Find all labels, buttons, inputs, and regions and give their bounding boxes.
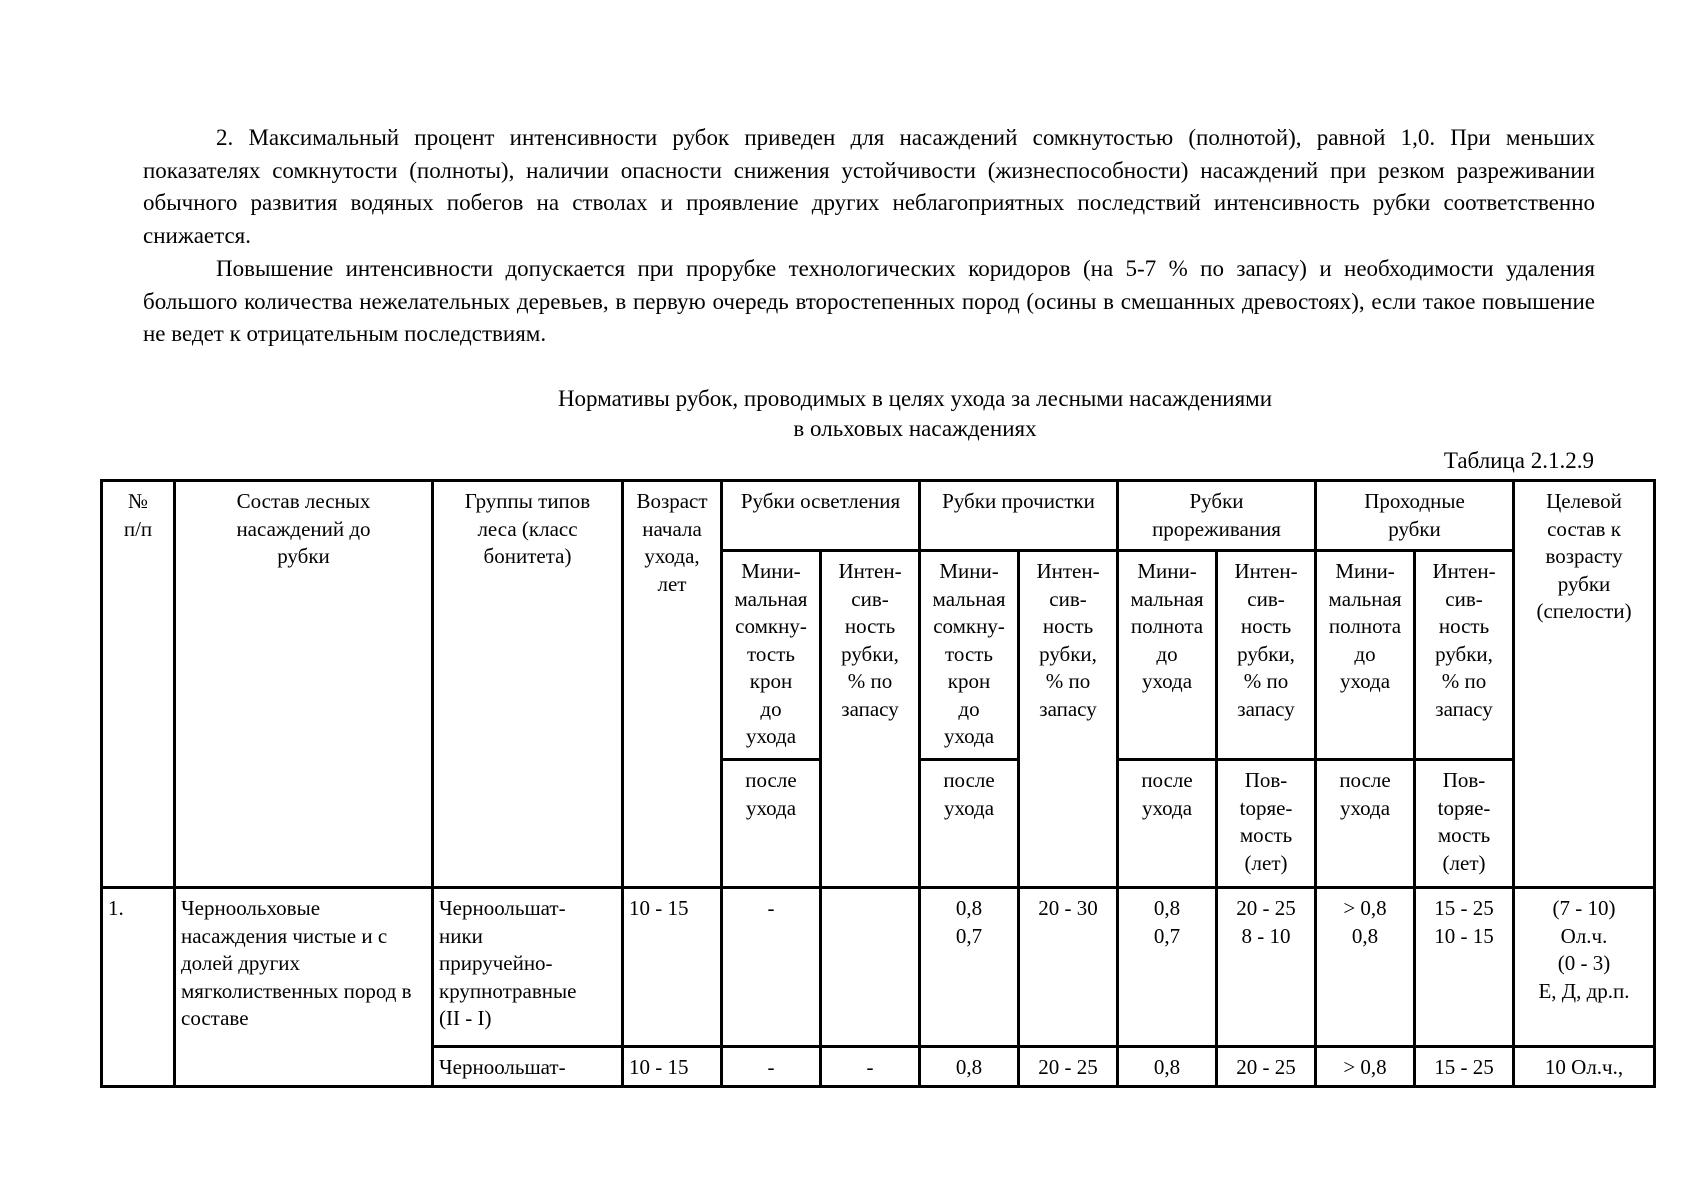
header-passing-after: после ухода bbox=[1316, 760, 1415, 888]
header-clearing-min-canopy: Мини- мальная сомкну- тость крон до ухода bbox=[722, 551, 821, 760]
norms-table bbox=[100, 479, 1656, 1088]
header-num: № п/п bbox=[102, 481, 175, 888]
row-clean-intensity: 20 - 30 bbox=[1019, 888, 1118, 1047]
header-clearing: Рубки осветления bbox=[722, 481, 920, 551]
header-thinning-after: после ухода bbox=[1118, 760, 1217, 888]
row-pass-values: 15 - 25 bbox=[1415, 1047, 1514, 1087]
header-thinning-repeat: Пов- tоряе- мость (лет) bbox=[1217, 760, 1316, 888]
row-clean-canopy: 0,8 bbox=[920, 1047, 1019, 1087]
table-title-line-1: Нормативы рубок, проводимых в целях ухода за лесными насаждениями bbox=[557, 386, 1273, 411]
header-cleaning: Рубки прочистки bbox=[920, 481, 1118, 551]
row-thin-values: 20 - 25 bbox=[1217, 1047, 1316, 1087]
row-target: 10 Ол.ч., bbox=[1514, 1047, 1655, 1087]
row-clean-canopy: 0,8 0,7 bbox=[920, 888, 1019, 1047]
header-thinning: Рубки прореживания bbox=[1118, 481, 1316, 551]
header-forest-groups: Группы типов леса (класс бонитета) bbox=[433, 481, 623, 888]
header-passing-intensity: Интен- сив- ность рубки, % по запасу bbox=[1415, 551, 1514, 760]
row-clear-canopy: - bbox=[722, 888, 821, 1047]
row-composition: Черноольховые насаждения чистые и с долей других мягколиственных пород в составе bbox=[175, 888, 433, 1087]
header-row-1 bbox=[102, 481, 1655, 551]
table-title-line-2: в ольховых насаждениях bbox=[793, 416, 1037, 441]
row-clear-intensity: - bbox=[821, 1047, 920, 1087]
header-composition: Состав лесных насаждений до рубки bbox=[175, 481, 433, 888]
row-thin-density: 0,8 bbox=[1118, 1047, 1217, 1087]
header-clearing-after: после ухода bbox=[722, 760, 821, 888]
header-cleaning-intensity: Интен- сив- ность рубки, % по запасу bbox=[1019, 551, 1118, 888]
header-thinning-min-density: Мини- мальная полнота до ухода bbox=[1118, 551, 1217, 760]
header-clearing-intensity: Интен- сив- ность рубки, % по запасу bbox=[821, 551, 920, 888]
row-group: Черноольшат- ники приручейно- крупнотравные (II - I) bbox=[433, 888, 623, 1047]
row-group: Черноольшат- bbox=[433, 1047, 623, 1087]
row-pass-density: > 0,8 0,8 bbox=[1316, 888, 1415, 1047]
table-row bbox=[102, 888, 1655, 1047]
header-cleaning-min-canopy: Мини- мальная сомкну- тость крон до ухода bbox=[920, 551, 1019, 760]
row-thin-density: 0,8 0,7 bbox=[1118, 888, 1217, 1047]
row-pass-values: 15 - 25 10 - 15 bbox=[1415, 888, 1514, 1047]
header-thinning-intensity: Интен- сив- ность рубки, % по запасу bbox=[1217, 551, 1316, 760]
table-number: Таблица 2.1.2.9 bbox=[1443, 448, 1594, 473]
header-passing-repeat: Пов- tоряе- мость (лет) bbox=[1415, 760, 1514, 888]
row-thin-values: 20 - 25 8 - 10 bbox=[1217, 888, 1316, 1047]
paragraph-1: 2. Максимальный процент интенсивности рубок приведен для насаждений сомкнутостью (полнотой), равной 1,0. При меньших показателях сомкнутости (полноты), наличии опасности снижения устойчивости (жизнеспособности) насаждений при резком разреживании обычного развития водяных побегов на стволах и проявление других неблагоприятных последствий интенсивность рубки соответственно снижается. bbox=[143, 125, 1595, 248]
row-num: 1. bbox=[102, 888, 175, 1087]
row-target: (7 - 10) Ол.ч. (0 - 3) Е, Д, др.п. bbox=[1514, 888, 1655, 1047]
header-passing: Проходные рубки bbox=[1316, 481, 1514, 551]
header-passing-min-density: Мини- мальная полнота до ухода bbox=[1316, 551, 1415, 760]
paragraph-2: Повышение интенсивности допускается при прорубке технологических коридоров (на 5-7 % по запасу) и необходимости удаления большого количества нежелательных деревьев, в первую очередь второстепенных пород (осины в смешанных древостоях), если такое повышение не ведет к отрицательным последствиям. bbox=[143, 256, 1595, 346]
header-target: Целевой состав к возрасту рубки (спелости) bbox=[1514, 481, 1655, 888]
row-clean-intensity: 20 - 25 bbox=[1019, 1047, 1118, 1087]
row-pass-density: > 0,8 bbox=[1316, 1047, 1415, 1087]
row-age: 10 - 15 bbox=[623, 1047, 722, 1087]
row-clear-canopy: - bbox=[722, 1047, 821, 1087]
row-clear-intensity bbox=[821, 888, 920, 1047]
header-start-age: Возраст начала ухода, лет bbox=[623, 481, 722, 888]
row-age: 10 - 15 bbox=[623, 888, 722, 1047]
header-cleaning-after: после ухода bbox=[920, 760, 1019, 888]
